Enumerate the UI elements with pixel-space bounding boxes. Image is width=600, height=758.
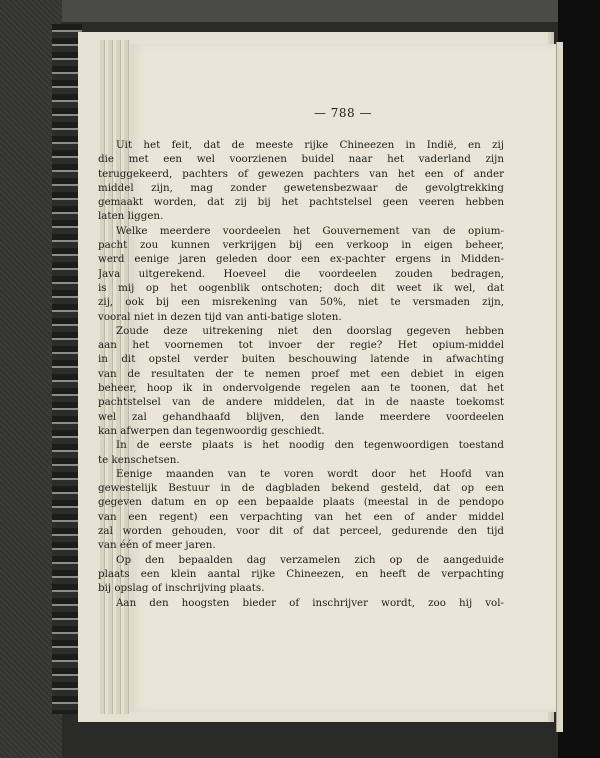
text-line: Zoude deze uitrekening niet den doorslag gegeven hebben [116, 324, 504, 337]
text-line: Uit het feit, dat de meeste rijke Chineezen in Indië, en zij [116, 139, 504, 151]
dark-background [558, 0, 600, 758]
text-line: te kenschetsen. [98, 453, 180, 466]
text-line: pacht zou kunnen verkrijgen bij een verkoop in eigen beheer, [98, 239, 504, 252]
facing-page-edge [556, 42, 563, 732]
text-line: pachtstelsel van de andere middelen, dat in de naaste toekomst [98, 396, 504, 409]
text-line: In de eerste plaats is het noodig den tegenwoordigen toestand [116, 439, 504, 452]
text-line: beheer, hoop ik in ondervolgende regelen aan te toonen, dat het [98, 382, 504, 395]
text-line: kan afwerpen dan tegenwoordig geschiedt. [98, 424, 325, 437]
text-line: gewestelijk Bestuur in de dagbladen bekend gesteld, dat op een [98, 482, 504, 495]
text-line: Java uitgerekend. Hoeveel die voordeelen zouden bedragen, [98, 267, 504, 280]
text-line: van een regent) een verpachting van het een of ander middel [98, 510, 504, 523]
text-line: is mij op het oogenblik ontschoten; doch dit weet ik wel, dat [98, 281, 504, 294]
scanner-bed-top [0, 0, 600, 22]
page-number: — 788 — [313, 106, 373, 120]
text-line: teruggekeerd, pachters of gewezen pachters van het een of ander [98, 167, 504, 180]
text-line: gemaakt worden, dat zij bij het pachtstelsel geen veeren hebben [98, 196, 504, 209]
text-line: aan het voornemen tot invoer der regie? Het opium-middel [98, 339, 504, 352]
page-body [98, 138, 504, 610]
text-line: van één of meer jaren. [98, 539, 216, 552]
text-line: plaats een klein aantal rijke Chineezen, en heeft de verpachting [98, 567, 504, 580]
text-line: zij, ook bij een misrekening van 50%, niet te versmaden zijn, [98, 296, 504, 309]
text-line: werd eenige jaren geleden door een ex-pachter ergens in Midden- [98, 253, 504, 266]
text-line: Op den bepaalden dag verzamelen zich op de aangeduide [116, 553, 504, 566]
text-line: vooral niet in dezen tijd van anti-batige sloten. [98, 310, 342, 323]
text-line: gegeven datum en op een bepaalde plaats (meestal in de pendopo [98, 496, 504, 509]
text-line: middel zijn, mag zonder gewetensbezwaar de gevolgtrekking [98, 181, 504, 194]
text-line: van de resultaten der te nemen proef met een debiet in eigen [98, 367, 504, 380]
text-line: Eenige maanden van te voren wordt door het Hoofd van [116, 467, 504, 480]
text-line: laten liggen. [98, 210, 164, 223]
text-line: Aan den hoogsten bieder of inschrijver wordt, zoo hij vol- [116, 596, 504, 609]
text-line: in dit opstel verder buiten beschouwing latende in afwachting [98, 353, 504, 366]
text-line: zal worden gehouden, voor dit of dat perceel, gedurende den tijd [98, 525, 504, 538]
text-line: wel zal gehandhaafd blijven, den lande meerdere voordeelen [98, 410, 504, 423]
text-line: bij opslag of inschrijving plaats. [98, 582, 265, 595]
text-line: Welke meerdere voordeelen het Gouvernement van de opium- [116, 224, 504, 237]
text-line: die met een wel voorzienen buidel naar het vaderland zijn [98, 153, 504, 166]
